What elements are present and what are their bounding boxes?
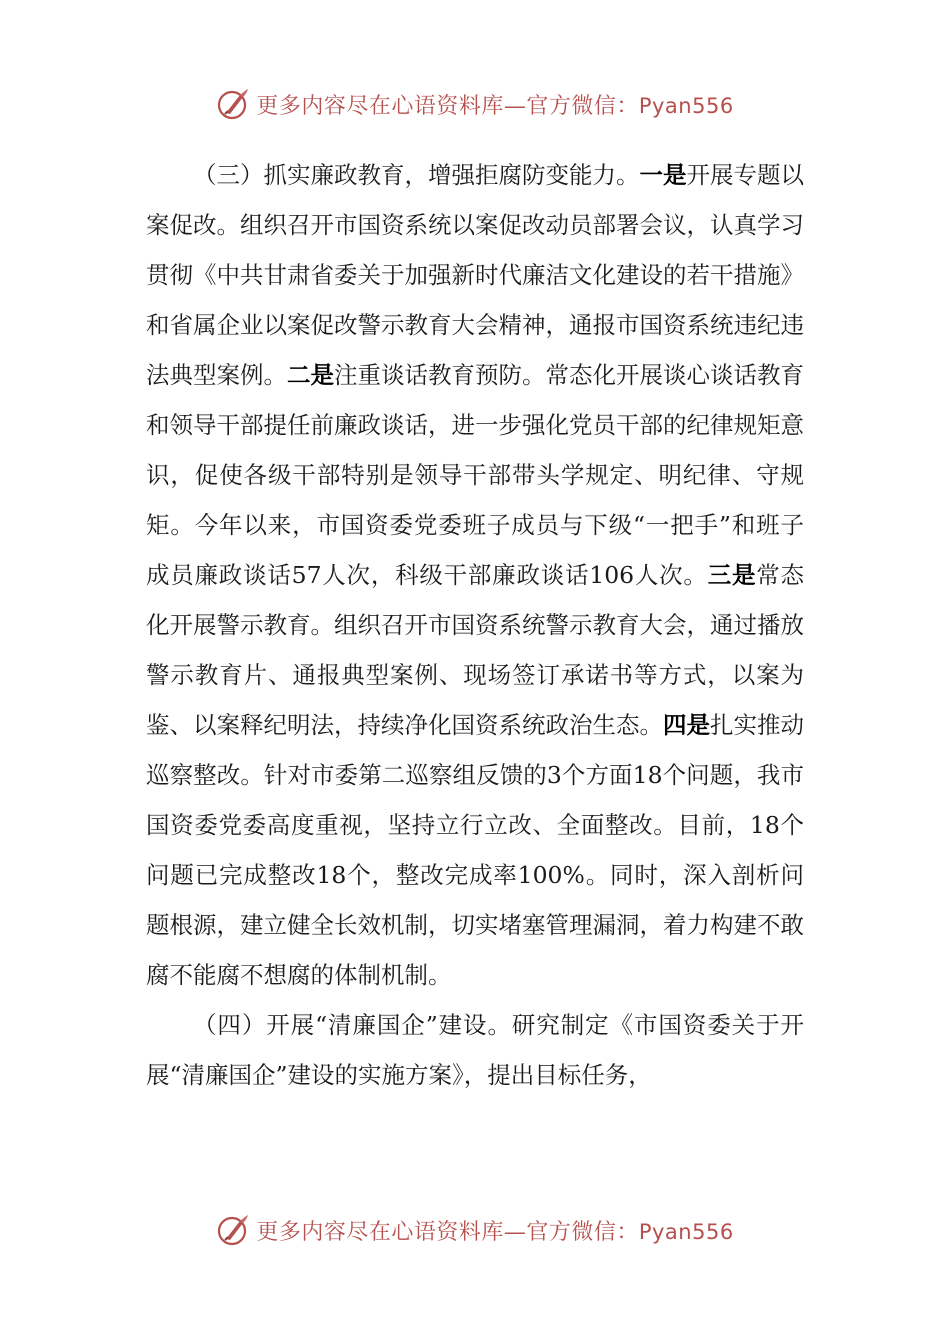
banner-wechat-id: Pyan556 xyxy=(638,1219,734,1244)
point-4-lead: 四是 xyxy=(663,711,710,739)
section-4-paragraph: （四）开展“清廉国企”建设。研究制定《市国资委关于开展“清廉国企”建设的实施方案》，提出目标任务， xyxy=(146,1011,804,1089)
point-4-text: 扎实推动巡察整改。针对市委第二巡察组反馈的3个方面18个问题，我市国资委党委高度重视，坚持立行立改、全面整改。目前，18个问题已完成整改18个，整改完成率100%。同时，深入剖析问题根源，建立健全长效机制，切实堵塞管理漏洞，着力构建不敢腐不能腐不想腐的体制机制。 xyxy=(146,711,804,989)
section-3-heading: （三）抓实廉政教育，增强拒腐防变能力。 xyxy=(193,161,640,189)
quill-pen-logo-icon xyxy=(216,1213,250,1247)
point-3-lead: 三是 xyxy=(707,561,757,589)
point-3-text: 常态化开展警示教育。组织召开市国资系统警示教育大会，通过播放警示教育片、通报典型案例、现场签订承诺书等方式，以案为鉴、以案释纪明法，持续净化国资系统政治生态。 xyxy=(146,561,805,739)
quill-pen-logo-icon xyxy=(216,87,250,121)
banner-label: 更多内容尽在心语资料库—官方微信： xyxy=(256,93,639,119)
banner-label: 更多内容尽在心语资料库—官方微信： xyxy=(256,1219,639,1245)
footer-banner xyxy=(0,1208,950,1252)
banner-text xyxy=(256,89,733,120)
banner-wechat-id: Pyan556 xyxy=(638,93,734,118)
section-3-paragraph xyxy=(146,150,804,1000)
point-1-lead: 一是 xyxy=(639,161,687,189)
document-body xyxy=(146,150,804,1100)
point-2-text: 注重谈话教育预防。常态化开展谈心谈话教育和领导干部提任前廉政谈话，进一步强化党员干部的纪律规矩意识，促使各级干部特别是领导干部带头学规定、明纪律、守规矩。今年以来，市国资委党委班子成员与下级“一把手”和班子成员廉政谈话57人次，科级干部廉政谈话106人次。 xyxy=(146,361,804,589)
header-banner xyxy=(0,82,950,126)
point-2-lead: 二是 xyxy=(287,361,334,389)
banner-text xyxy=(256,1215,733,1246)
point-1-text: 开展专题以案促改。组织召开市国资系统以案促改动员部署会议，认真学习贯彻《中共甘肃省委关于加强新时代廉洁文化建设的若干措施》和省属企业以案促改警示教育大会精神，通报市国资系统违纪违法典型案例。 xyxy=(146,161,804,389)
